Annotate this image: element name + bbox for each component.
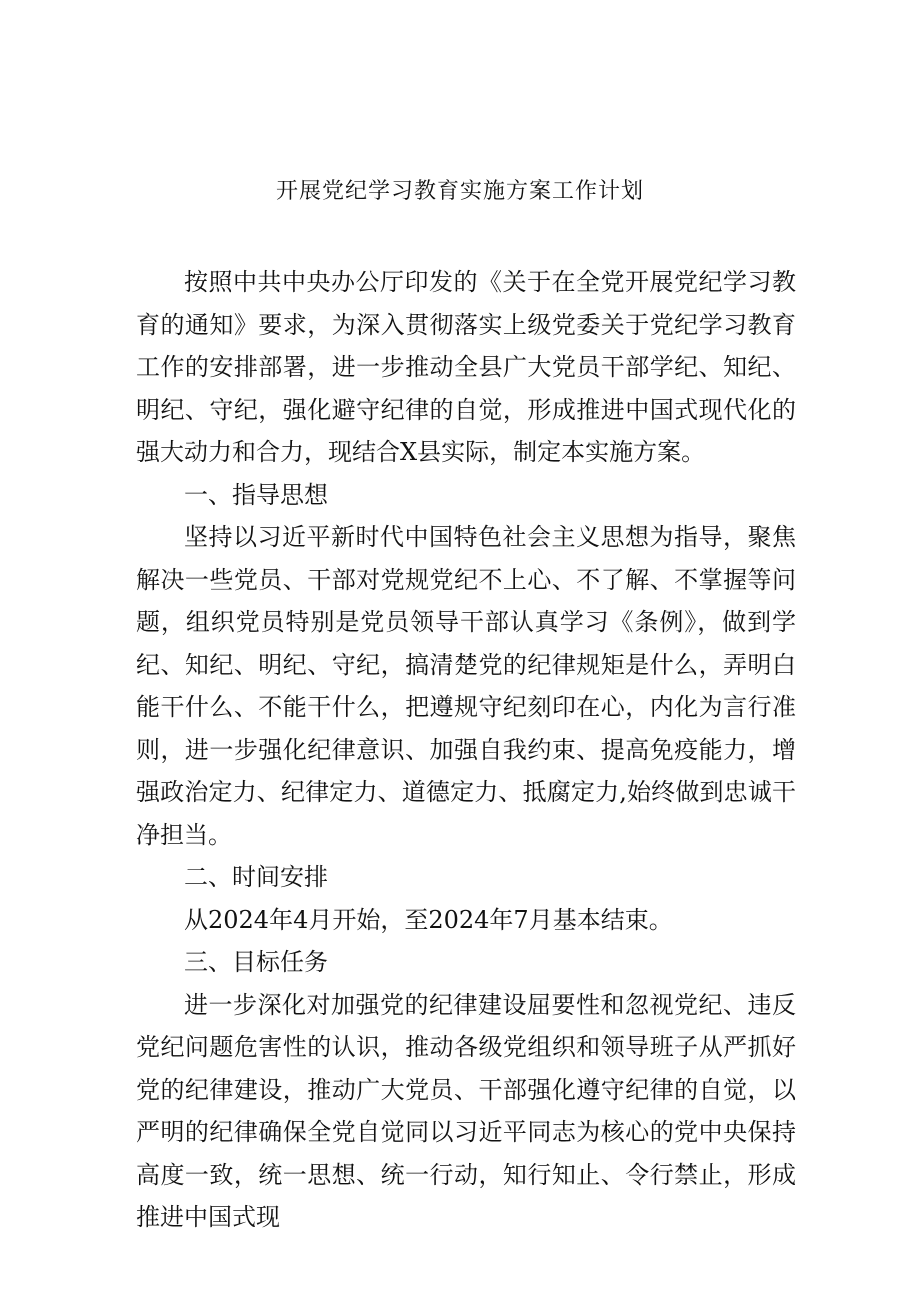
intro-paragraph: 按照中共中央办公厅印发的《关于在全党开展党纪学习教育的通知》要求，为深入贯彻落实上级党委关于党纪学习教育工作的安排部署，进一步推动全县广大党员干部学纪、知纪、明纪、守纪，强化避守纪律的自觉，形成推进中国式现代化的强大动力和合力，现结合X县实际，制定本实施方案。 bbox=[136, 268, 796, 466]
document-title: 开展党纪学习教育实施方案工作计划 bbox=[275, 179, 644, 204]
section-text-guiding-ideology: 坚持以习近平新时代中国特色社会主义思想为指导，聚焦解决一些党员、干部对党规党纪不上心、不了解、不掌握等问题，组织党员特别是党员领导干部认真学习《条例》，做到学纪、知纪、明纪、守纪，搞清楚党的纪律规矩是什么，弄明白能干什么、不能干什么，把遵规守纪刻印在心，内化为言行准则，进一步强化纪律意识、加强自我约束、提高免疫能力，增强政治定力、纪律定力、道德定力、抵腐定力,始终做到忠诚干净担当。 bbox=[136, 523, 796, 849]
section-heading-schedule: 二、时间安排 bbox=[184, 863, 328, 891]
section-heading-goals: 三、目标任务 bbox=[184, 948, 328, 976]
section-heading-guiding-ideology: 一、指导思想 bbox=[184, 480, 328, 509]
document-body bbox=[136, 261, 796, 1239]
section-text-schedule: 从2024年4月开始，至2024年7月基本结束。 bbox=[184, 905, 673, 934]
section-text-goals: 进一步深化对加强党的纪律建设屈要性和忽视党纪、违反党纪问题危害性的认识，推动各级党组织和领导班子从严抓好党的纪律建设，推动广大党员、干部强化遵守纪律的自觉，以严明的纪律确保全党自觉同以习近平同志为核心的党中央保持高度一致，统一思想、统一行动，知行知止、令行禁止，形成推进中国式现 bbox=[136, 990, 796, 1231]
